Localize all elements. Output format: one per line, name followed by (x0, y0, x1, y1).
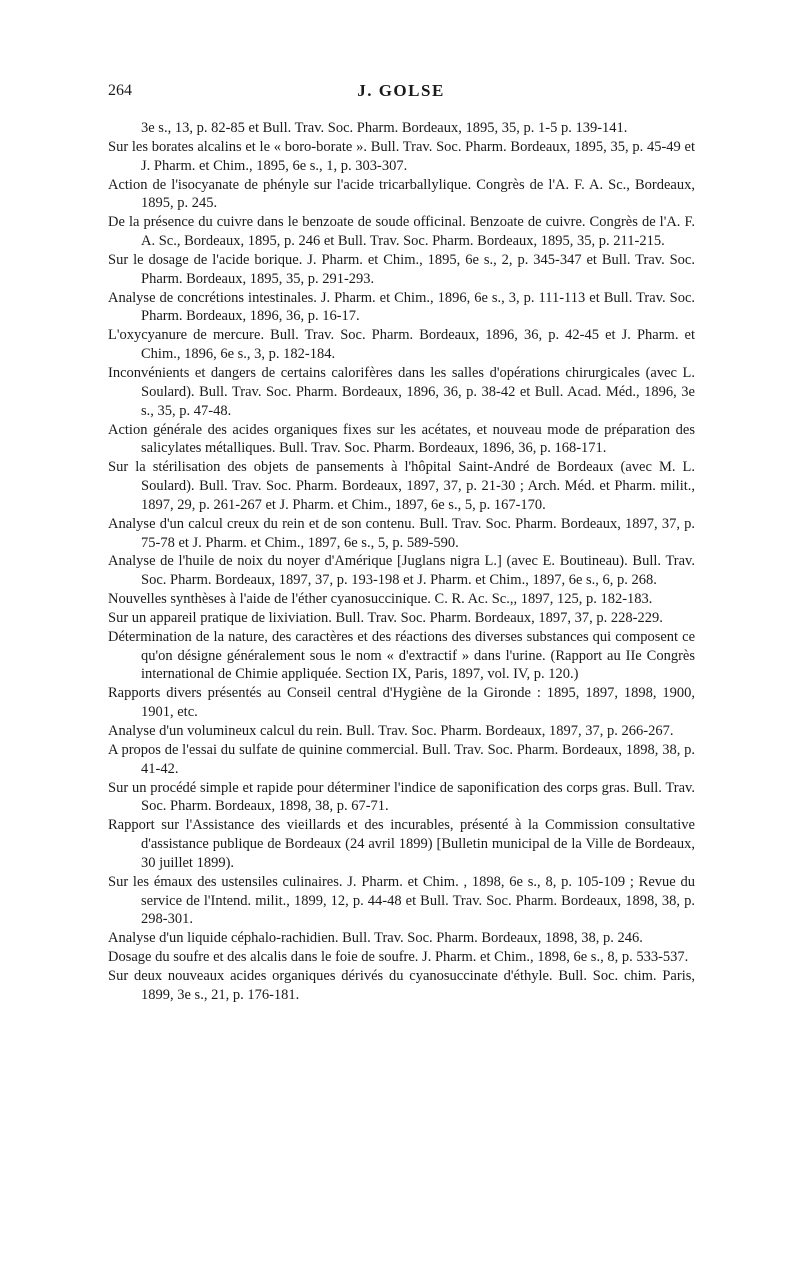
bibliography-entry: Action de l'isocyanate de phényle sur l'acide tricarballylique. Congrès de l'A. F. A. Sc., Bordeaux, 1895, p. 245. (108, 176, 695, 212)
page-number: 264 (108, 82, 132, 99)
bibliography-entry: Analyse d'un volumineux calcul du rein. Bull. Trav. Soc. Pharm. Bordeaux, 1897, 37, p. 266-267. (108, 723, 674, 739)
page-header (108, 82, 694, 108)
bibliography-entry: Analyse de concrétions intestinales. J. Pharm. et Chim., 1896, 6e s., 3, p. 111-113 et Bull. Trav. Soc. Pharm. Bordeaux, 1896, 36, p. 16-17. (108, 289, 695, 325)
bibliography-entry: Détermination de la nature, des caractères et des réactions des diverses substances qui composent ce qu'on désigne généralement sous le nom « d'extractif » dans l'urine. (Rapport au IIe Congrès international de Chimie appliquée. Section IX, Paris, 1897, vol. IV, p. 120.) (108, 628, 695, 683)
bibliography-entry: Nouvelles synthèses à l'aide de l'éther cyanosuccinique. C. R. Ac. Sc.,, 1897, 125, p. 182-183. (108, 591, 653, 608)
bibliography-entry: Sur deux nouveaux acides organiques dérivés du cyanosuccinate d'éthyle. Bull. Soc. chim. Paris, 1899, 3e s., 21, p. 176-181. (108, 967, 695, 1003)
bibliography-entry: Rapports divers présentés au Conseil central d'Hygiène de la Gironde : 1895, 1897, 1898, 1900, 1901, etc. (108, 685, 695, 721)
bibliography-entry: Analyse d'un liquide céphalo-rachidien. Bull. Trav. Soc. Pharm. Bordeaux, 1898, 38, p. 246. (108, 930, 643, 947)
bibliography-entry: A propos de l'essai du sulfate de quinine commercial. Bull. Trav. Soc. Pharm. Bordeaux, 1898, 38, p. 41-42. (108, 741, 695, 777)
bibliography-entry: Sur les émaux des ustensiles culinaires. J. Pharm. et Chim. , 1898, 6e s., 8, p. 105-109 ; Revue du service de l'Intend. milit., 1899, 12, p. 44-48 et Bull. Trav. Soc. Pharm. Bordeaux, 1898, 38, p. 298-301. (108, 873, 695, 928)
bibliography-entry: Rapport sur l'Assistance des vieillards et des incurables, présenté à la Commission consultative d'assistance publique de Bordeaux (24 avril 1899) [Bulletin municipal de la Ville de Bordeaux, 30 juillet 1899). (108, 817, 695, 871)
bibliography-entry: Sur un appareil pratique de lixiviation. Bull. Trav. Soc. Pharm. Bordeaux, 1897, 37, p. 228-229. (108, 609, 663, 626)
bibliography-entry: Analyse de l'huile de noix du noyer d'Amérique [Juglans nigra L.] (avec E. Boutineau). Bull. Trav. Soc. Pharm. Bordeaux, 1897, 37, p. 193-198 et J. Pharm. et Chim., 1897, 6e s., 6, p. 268. (108, 553, 695, 589)
bibliography-entry: L'oxycyanure de mercure. Bull. Trav. Soc. Pharm. Bordeaux, 1896, 36, p. 42-45 et J. Pharm. et Chim., 1896, 6e s., 3, p. 182-184. (108, 327, 695, 363)
bibliography-entry: Inconvénients et dangers de certains calorifères dans les salles d'opérations chirurgicales (avec L. Soulard). Bull. Trav. Soc. Pharm. Bordeaux, 1896, 36, p. 38-42 et Bull. Acad. Méd., 1896, 3e s., 35, p. 47-48. (108, 364, 695, 419)
bibliography-entry: 3e s., 13, p. 82-85 et Bull. Trav. Soc. Pharm. Bordeaux, 1895, 35, p. 1-5 p. 139-141. (141, 120, 628, 136)
bibliography-entry: Action générale des acides organiques fixes sur les acétates, et nouveau mode de préparation des salicylates métalliques. Bull. Trav. Soc. Pharm. Bordeaux, 1896, 36, p. 168-171. (108, 421, 695, 457)
bibliography-entry: Sur les borates alcalins et le « boro-borate ». Bull. Trav. Soc. Pharm. Bordeaux, 1895, 35, p. 45-49 et J. Pharm. et Chim., 1895, 6e s., 1, p. 303-307. (108, 138, 695, 174)
bibliography-entry: De la présence du cuivre dans le benzoate de soude officinal. Benzoate de cuivre. Congrès de l'A. F. A. Sc., Bordeaux, 1895, p. 246 et Bull. Trav. Soc. Pharm. Bordeaux, 1895, 35, p. 211-215. (108, 214, 695, 250)
running-title: J. GOLSE (357, 81, 445, 100)
bibliography-entry: Analyse d'un calcul creux du rein et de son contenu. Bull. Trav. Soc. Pharm. Bordeaux, 1897, 37, p. 75-78 et J. Pharm. et Chim., 1897, 6e s., 5, p. 589-590. (108, 515, 695, 551)
bibliography-entry: Sur la stérilisation des objets de pansements à l'hôpital Saint-André de Bordeaux (avec M. L. Soulard). Bull. Trav. Soc. Pharm. Bordeaux, 1897, 37, p. 21-30 ; Arch. Méd. et Pharm. milit., 1897, 29, p. 261-267 et J. Pharm. et Chim., 1897, 6e s., 5, p. 167-170. (108, 459, 695, 513)
bibliography-entry: Dosage du soufre et des alcalis dans le foie de soufre. J. Pharm. et Chim., 1898, 6e s., 8, p. 533-537. (108, 949, 689, 966)
bibliography-entry: Sur le dosage de l'acide borique. J. Pharm. et Chim., 1895, 6e s., 2, p. 345-347 et Bull. Trav. Soc. Pharm. Bordeaux, 1895, 35, p. 291-293. (108, 251, 695, 287)
bibliography-list (108, 119, 695, 1005)
bibliography-entry: Sur un procédé simple et rapide pour déterminer l'indice de saponification des corps gras. Bull. Trav. Soc. Pharm. Bordeaux, 1898, 38, p. 67-71. (108, 779, 695, 815)
